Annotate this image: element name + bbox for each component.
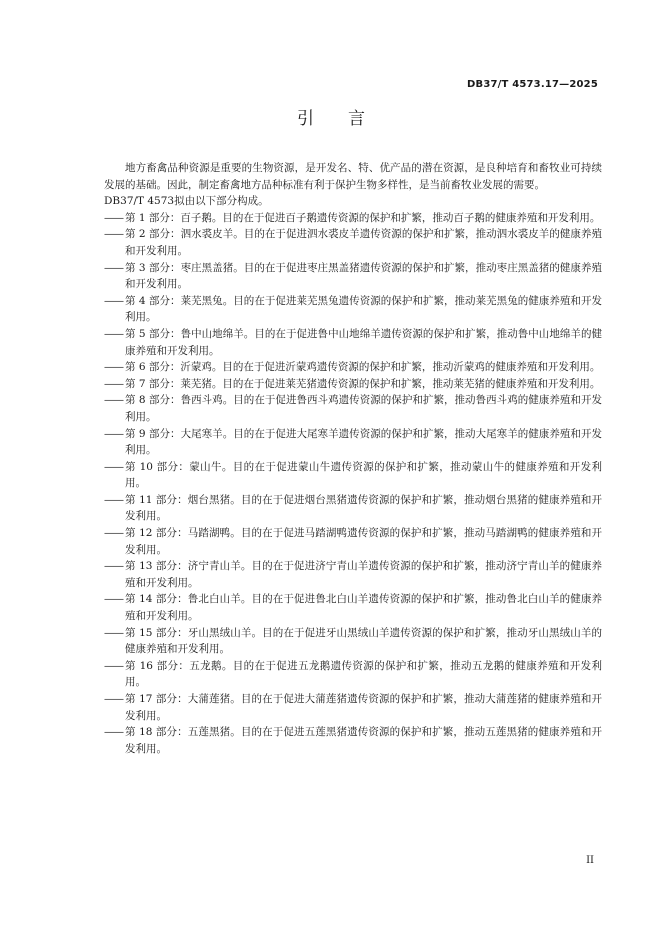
part-item xyxy=(104,260,602,293)
part-item xyxy=(104,459,602,492)
dash-marker: —— xyxy=(104,261,123,274)
part-text: 第 9 部分：大尾寒羊。目的在于促进大尾寒羊遗传资源的保护和扩繁，推动大尾寒羊的健康养殖和开发利用。 xyxy=(125,427,602,457)
part-item xyxy=(104,525,602,558)
intro-paragraph: 地方畜禽品种资源是重要的生物资源，是开发名、特、优产品的潜在资源，是良种培育和畜牧业可持续发展的基础。因此，制定畜禽地方品种标准有利于保护生物多样性，是当前畜牧业发展的需要。 xyxy=(104,162,602,191)
part-text: 第 11 部分：烟台黑猪。目的在于促进烟台黑猪遗传资源的保护和扩繁，推动烟台黑猪的健康养殖和开发利用。 xyxy=(125,493,602,523)
part-text: 第 12 部分：马踏湖鸭。目的在于促进马踏湖鸭遗传资源的保护和扩繁，推动马踏湖鸭的健康养殖和开发利用。 xyxy=(125,527,602,556)
dash-marker: —— xyxy=(104,294,123,307)
part-text: 第 14 部分：鲁北白山羊。目的在于促进鲁北白山羊遗传资源的保护和扩繁，推动鲁北白山羊的健康养殖和开发利用。 xyxy=(125,593,602,623)
dash-marker: —— xyxy=(104,460,123,473)
dash-marker: —— xyxy=(104,493,123,506)
part-text: 第 6 部分：沂蒙鸡。目的在于促进沂蒙鸡遗传资源的保护和扩繁，推动沂蒙鸡的健康养殖和开发利用。 xyxy=(125,361,601,374)
part-text: 第 2 部分：泗水裘皮羊。目的在于促进泗水裘皮羊遗传资源的保护和扩繁，推动泗水裘皮羊的健康养殖和开发利用。 xyxy=(125,228,602,257)
page-title: 引言 xyxy=(297,109,399,129)
dash-marker: —— xyxy=(104,361,123,374)
dash-marker: —— xyxy=(104,211,123,224)
part-text: 第 4 部分：莱芜黑兔。目的在于促进莱芜黑兔遗传资源的保护和扩繁，推动莱芜黑兔的健康养殖和开发利用。 xyxy=(125,294,602,324)
part-item xyxy=(104,691,602,724)
part-item xyxy=(104,293,602,326)
part-text: 第 5 部分：鲁中山地绵羊。目的在于促进鲁中山地绵羊遗传资源的保护和扩繁，推动鲁中山地绵羊的健康养殖和开发利用。 xyxy=(125,327,602,357)
part-item xyxy=(104,210,602,227)
part-item xyxy=(104,376,602,393)
dash-marker: —— xyxy=(104,427,123,440)
part-text: 第 10 部分：蒙山牛。目的在于促进蒙山牛遗传资源的保护和扩繁，推动蒙山牛的健康养殖和开发利用。 xyxy=(125,460,602,490)
parts-list xyxy=(104,210,602,758)
dash-marker: —— xyxy=(104,726,123,739)
part-text: 第 7 部分：莱芜猪。目的在于促进莱芜猪遗传资源的保护和扩繁，推动莱芜猪的健康养殖和开发利用。 xyxy=(125,377,601,390)
part-item xyxy=(104,724,602,757)
part-item xyxy=(104,625,602,658)
dash-marker: —— xyxy=(104,626,123,639)
part-item xyxy=(104,492,602,525)
part-item xyxy=(104,392,602,425)
dash-marker: —— xyxy=(104,560,123,573)
standard-code: DB37/T 4573.17—2025 xyxy=(467,79,598,90)
dash-marker: —— xyxy=(104,394,123,407)
part-text: 第 16 部分：五龙鹅。目的在于促进五龙鹅遗传资源的保护和扩繁，推动五龙鹅的健康养殖和开发利用。 xyxy=(125,659,602,689)
part-item xyxy=(104,326,602,359)
dash-marker: —— xyxy=(104,377,123,390)
dash-marker: —— xyxy=(104,693,123,705)
part-text: 第 3 部分：枣庄黑盖猪。目的在于促进枣庄黑盖猪遗传资源的保护和扩繁，推动枣庄黑盖猪的健康养殖和开发利用。 xyxy=(125,261,602,291)
part-item xyxy=(104,591,602,624)
dash-marker: —— xyxy=(104,527,123,540)
part-item xyxy=(104,658,602,691)
part-text: 第 17 部分：大蒲莲猪。目的在于促进大蒲莲猪遗传资源的保护和扩繁，推动大蒲莲猪的健康养殖和开发利用。 xyxy=(125,693,602,722)
part-text: 第 15 部分：牙山黑绒山羊。目的在于促进牙山黑绒山羊遗传资源的保护和扩繁，推动牙山黑绒山羊的健康养殖和开发利用。 xyxy=(125,626,602,656)
dash-marker: —— xyxy=(104,593,123,606)
part-item xyxy=(104,426,602,459)
dash-marker: —— xyxy=(104,327,123,340)
part-item xyxy=(104,359,602,376)
part-text: 第 18 部分：五莲黑猪。目的在于促进五莲黑猪遗传资源的保护和扩繁，推动五莲黑猪的健康养殖和开发利用。 xyxy=(125,726,602,755)
dash-marker: —— xyxy=(104,228,123,241)
composition-statement: DB37/T 4573拟由以下部分构成。 xyxy=(104,195,269,208)
part-text: 第 8 部分：鲁西斗鸡。目的在于促进鲁西斗鸡遗传资源的保护和扩繁，推动鲁西斗鸡的健康养殖和开发利用。 xyxy=(125,394,602,423)
part-text: 第 1 部分：百子鹅。目的在于促进百子鹅遗传资源的保护和扩繁，推动百子鹅的健康养殖和开发利用。 xyxy=(125,211,601,224)
dash-marker: —— xyxy=(104,659,123,672)
part-item xyxy=(104,226,602,259)
page-number: II xyxy=(586,855,594,866)
part-text: 第 13 部分：济宁青山羊。目的在于促进济宁青山羊遗传资源的保护和扩繁，推动济宁青山羊的健康养殖和开发利用。 xyxy=(125,560,602,589)
document-body xyxy=(104,160,602,757)
part-item xyxy=(104,558,602,591)
